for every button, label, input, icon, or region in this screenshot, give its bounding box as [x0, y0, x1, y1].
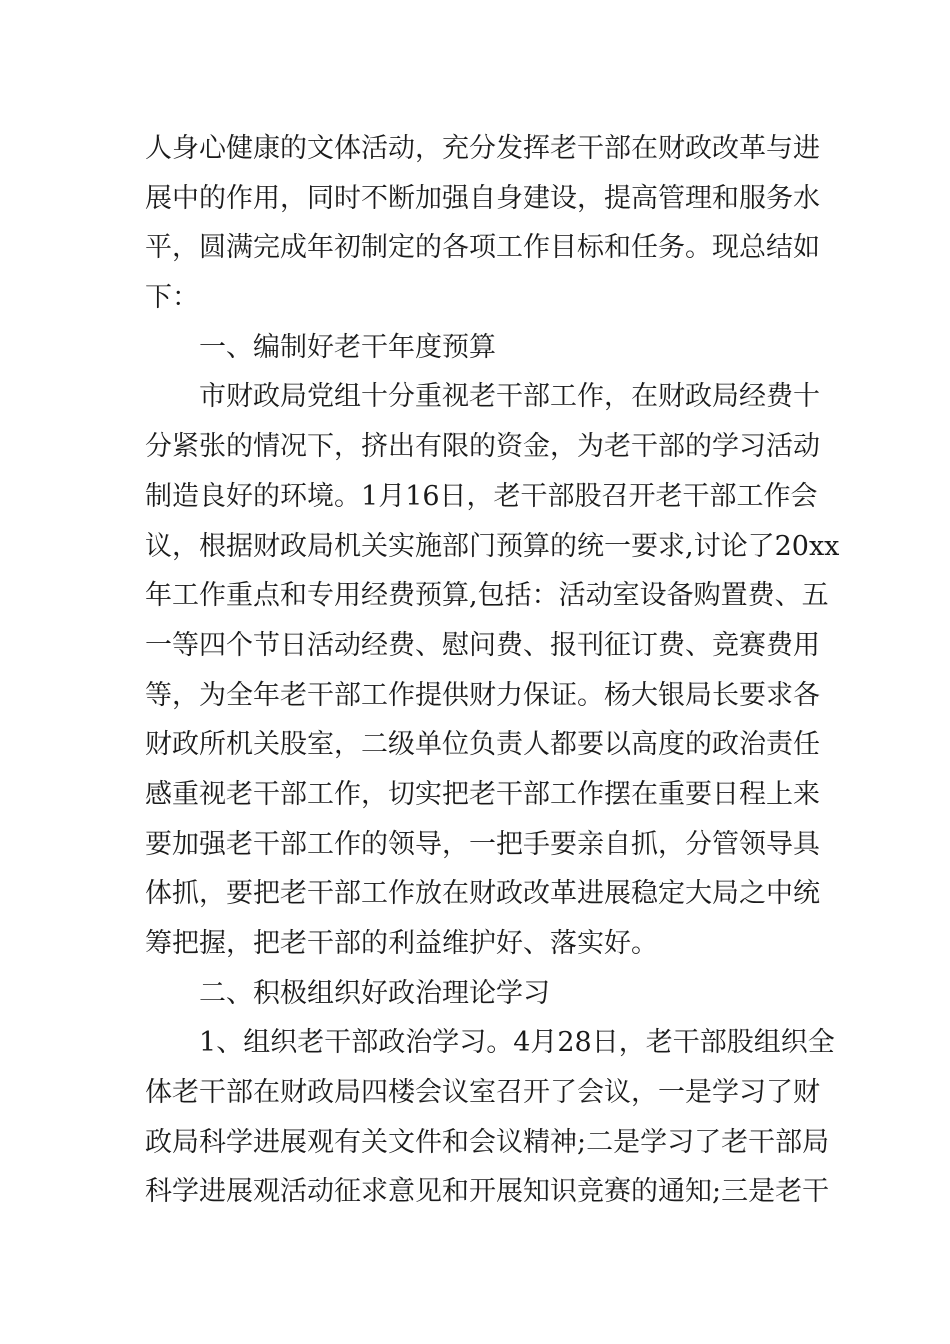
paragraph-line: 展 中 的 作 用 ， 同 时 不 断 加 强 自 身 建 设 ， 提 高 管 理 和 服 务 水 — [145, 182, 820, 214]
paragraph-line: 筹把握，把老干部的利益维护好、落实好。 — [145, 928, 658, 959]
paragraph-line: 体 老 干 部 在 财 政 局 四 楼 会 议 室 召 开 了 会 议 ， 一 是 学 习 了 财 — [145, 1077, 820, 1109]
paragraph-line: 科 学 进 展 观 活 动 征 求 意 见 和 开 展 知 识 竞 赛 的 通 知 ; 三 是 老 干 — [145, 1176, 830, 1208]
paragraph-line: 年 工 作 重 点 和 专 用 经 费 预 算 , 包 括 ： 活 动 室 设 备 购 置 费 、 五 — [145, 580, 829, 612]
paragraph-line: 人 身 心 健 康 的 文 体 活 动 ， 充 分 发 挥 老 干 部 在 财 政 改 革 与 进 — [145, 133, 820, 164]
paragraph-line: 平 ， 圆 满 完 成 年 初 制 定 的 各 项 工 作 目 标 和 任 务 。 现 总 结 如 — [145, 232, 820, 264]
paragraph-line: 制 造 良 好 的 环 境 。 1 月 16 日 ， 老 干 部 股 召 开 老 干 部 工 作 会 — [145, 480, 818, 512]
paragraph-line: 政 局 科 学 进 展 观 有 关 文 件 和 会 议 精 神 ; 二 是 学 习 了 老 干 部 局 — [145, 1126, 830, 1158]
paragraph-line: 等 ， 为 全 年 老 干 部 工 作 提 供 财 力 保 证 。 杨 大 银 局 长 要 求 各 — [145, 679, 820, 711]
paragraph-line: 市 财 政 局 党 组 十 分 重 视 老 干 部 工 作 ， 在 财 政 局 经 费 十 — [199, 381, 820, 413]
paragraph-line: 要 加 强 老 干 部 工 作 的 领 导 ， 一 把 手 要 亲 自 抓 ， 分 管 领 导 具 — [145, 828, 820, 860]
section-heading: 二、积极组织好政治理论学习 — [199, 977, 550, 1009]
paragraph-line: 财 政 所 机 关 股 室 ， 二 级 单 位 负 责 人 都 要 以 高 度 的 政 治 责 任 — [145, 729, 820, 761]
paragraph-line: 1 、 组 织 老 干 部 政 治 学 习 。 4 月 28 日 ， 老 干 部 股 组 织 全 — [199, 1027, 835, 1059]
section-heading: 一、编制好老干年度预算 — [199, 331, 496, 363]
paragraph-line: 分 紧 张 的 情 况 下 ， 挤 出 有 限 的 资 金 ， 为 老 干 部 的 学 习 活 动 — [145, 431, 820, 463]
paragraph-line: 议 ， 根 据 财 政 局 机 关 实 施 部 门 预 算 的 统 一 要 求 , 讨 论 了 20xx — [145, 530, 840, 562]
paragraph-line: 下： — [145, 282, 199, 314]
document-body — [145, 124, 840, 1217]
paragraph-line: 体 抓 ， 要 把 老 干 部 工 作 放 在 财 政 改 革 进 展 稳 定 大 局 之 中 统 — [145, 878, 820, 910]
paragraph-line: 感 重 视 老 干 部 工 作 ， 切 实 把 老 干 部 工 作 摆 在 重 要 日 程 上 来 — [145, 778, 820, 810]
paragraph-line: 一 等 四 个 节 日 活 动 经 费 、 慰 问 费 、 报 刊 征 订 费 、 竞 赛 费 用 — [145, 629, 820, 661]
